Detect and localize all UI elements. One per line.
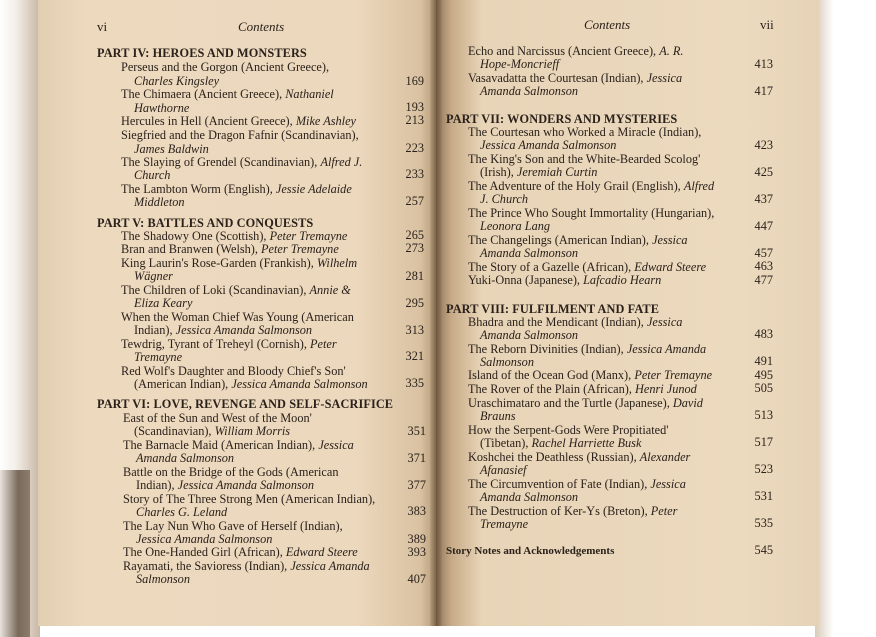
- page-number: 257: [405, 194, 424, 208]
- entry-author: Afanasief: [480, 463, 527, 477]
- page-number: 495: [754, 368, 773, 382]
- entry-title: The Story of a Gazelle (African),: [468, 260, 632, 274]
- entry-title: The Chimaera (Ancient Greece),: [121, 87, 283, 101]
- toc-entry-cont: [136, 479, 314, 493]
- toc-entry: [121, 243, 339, 257]
- entry-title: Bhadra and the Mendicant (Indian),: [468, 315, 644, 329]
- entry-author: Annie &: [309, 283, 351, 297]
- left-running-title: Contents: [238, 19, 285, 34]
- page-number: 193: [405, 100, 424, 114]
- entry-author: Henri Junod: [634, 382, 697, 396]
- entry-title: (Scandinavian),: [134, 424, 212, 438]
- entry-author: Jessica Amanda Salmonson: [231, 377, 368, 391]
- entry-title: Red Wolf's Daughter and Bloody Chief's Son': [121, 364, 346, 378]
- entry-author: Brauns: [480, 409, 516, 423]
- entry-author: Jessica Amanda: [290, 559, 370, 573]
- entry-author: Salmonson: [480, 355, 534, 369]
- entry-author: Mike Ashley: [295, 114, 357, 128]
- entry-title: The Adventure of the Holy Grail (English),: [468, 179, 681, 193]
- part-heading: PART VIII: FULFILMENT AND FATE: [446, 302, 660, 316]
- entry-author: Salmonson: [136, 572, 190, 586]
- toc-entry: [468, 383, 697, 397]
- entry-title: The Children of Loki (Scandinavian),: [121, 283, 307, 297]
- entry-author: Leonora Lang: [480, 219, 551, 233]
- entry-author: Alfred: [683, 179, 715, 193]
- entry-title: Island of the Ocean God (Manx),: [468, 368, 632, 382]
- entry-title: The Shadowy One (Scottish),: [121, 229, 267, 243]
- entry-title: The King's Son and the White-Bearded Scolog': [468, 152, 701, 166]
- toc-entry-cont: [480, 166, 597, 180]
- page-number: 393: [407, 545, 426, 559]
- page-number: 169: [405, 74, 424, 88]
- entry-title: Battle on the Bridge of the Gods (American: [123, 465, 339, 479]
- entry-title: The Prince Who Sought Immortality (Hungarian),: [468, 206, 715, 220]
- entry-title: Rayamati, the Savioress (Indian),: [123, 559, 288, 573]
- toc-entry-cont: [136, 573, 190, 587]
- entry-title: The Barnacle Maid (American Indian),: [123, 438, 316, 452]
- entry-author: Nathaniel: [285, 87, 334, 101]
- part-heading: PART VI: LOVE, REVENGE AND SELF-SACRIFICE: [97, 397, 394, 411]
- book-gutter: [430, 0, 442, 626]
- page-number: 491: [754, 354, 773, 368]
- toc-entry: [121, 115, 356, 129]
- entry-author: Rachel Harriette Busk: [531, 436, 642, 450]
- entry-title: (Irish),: [480, 165, 514, 179]
- entry-title: The Lambton Worm (English),: [121, 182, 273, 196]
- toc-entry-cont: [134, 169, 170, 183]
- page-number: 457: [754, 246, 773, 260]
- toc-entry-cont: [480, 329, 578, 343]
- entry-title: The Lay Nun Who Gave of Herself (Indian),: [123, 519, 343, 533]
- entry-author: Lafcadio Hearn: [583, 273, 662, 287]
- entry-author: Peter Tremayne: [634, 368, 713, 382]
- toc-entry-cont: [480, 410, 516, 424]
- toc-entry-cont: [480, 139, 616, 153]
- entry-title: East of the Sun and West of the Moon': [123, 411, 312, 425]
- toc-entry-cont: [134, 196, 185, 210]
- page-number: 545: [754, 543, 773, 557]
- page-number: 447: [754, 219, 773, 233]
- toc-entry-cont: [480, 220, 550, 234]
- toc-entry-cont: [134, 425, 290, 439]
- right-folio: vii: [760, 17, 774, 32]
- page-number: 295: [405, 296, 424, 310]
- entry-title: The Rover of the Plain (African),: [468, 382, 632, 396]
- background-dark-patch: [0, 470, 30, 637]
- page-number: 417: [754, 84, 773, 98]
- entry-title: Bran and Branwen (Welsh),: [121, 242, 258, 256]
- entry-author: Tremayne: [480, 517, 529, 531]
- entry-author: Wilhelm: [316, 256, 358, 270]
- entry-title: Uraschimataro and the Turtle (Japanese),: [468, 396, 670, 410]
- entry-title: The Destruction of Ker-Ys (Breton),: [468, 504, 648, 518]
- entry-author: Jessica: [646, 315, 683, 329]
- background-left-shadow: [0, 0, 40, 637]
- entry-author: Wägner: [134, 269, 173, 283]
- toc-entry-cont: [480, 464, 526, 478]
- page-number: 351: [407, 424, 426, 438]
- entry-title: Siegfried and the Dragon Fafnir (Scandinavian),: [121, 128, 359, 142]
- entry-author: Jessica: [650, 477, 686, 491]
- entry-title: The Reborn Divinities (Indian),: [468, 342, 624, 356]
- entry-title: The One-Handed Girl (African),: [123, 545, 283, 559]
- page-number: 437: [754, 192, 773, 206]
- entry-author: David: [672, 396, 703, 410]
- entry-author: Charles Kingsley: [134, 74, 220, 88]
- entry-author: Amanda Salmonson: [480, 490, 579, 504]
- page-number: 389: [407, 532, 426, 546]
- entry-author: Peter Tremayne: [261, 242, 339, 256]
- page-number: 281: [405, 269, 424, 283]
- page-number: 335: [405, 376, 424, 390]
- entry-title: King Laurin's Rose-Garden (Frankish),: [121, 256, 314, 270]
- page-number: 425: [754, 165, 773, 179]
- entry-author: Amanda Salmonson: [480, 246, 579, 260]
- toc-entry-cont: [480, 247, 578, 261]
- entry-title: Hercules in Hell (Ancient Greece),: [121, 114, 293, 128]
- toc-entry-cont: [134, 324, 312, 338]
- page-number: 233: [405, 167, 424, 181]
- entry-author: Eliza Keary: [134, 296, 193, 310]
- entry-author: Jeremiah Curtin: [516, 165, 598, 179]
- entry-author: James Baldwin: [134, 142, 209, 156]
- toc-entry-cont: [480, 518, 528, 532]
- toc-entry-cont: [134, 351, 182, 365]
- entry-author: Edward Steere: [285, 545, 358, 559]
- page-number: 423: [754, 138, 773, 152]
- page-number: 407: [407, 572, 426, 586]
- entry-title: Indian),: [136, 478, 175, 492]
- page-number: 377: [407, 478, 426, 492]
- toc-entry-cont: [136, 506, 227, 520]
- left-folio: vi: [97, 19, 108, 34]
- page-number: 463: [754, 259, 773, 273]
- entry-author: Charles G. Leland: [136, 505, 228, 519]
- toc-entry: [121, 129, 359, 143]
- entry-author: Alfred J.: [320, 155, 363, 169]
- entry-title: Koshchei the Deathless (Russian),: [468, 450, 637, 464]
- toc-entry-cont: [480, 85, 578, 99]
- entry-author: Middleton: [134, 195, 185, 209]
- entry-title: Yuki-Onna (Japanese),: [468, 273, 580, 287]
- entry-title: Tewdrig, Tyrant of Treheyl (Cornish),: [121, 337, 307, 351]
- entry-author: Edward Steere: [634, 260, 707, 274]
- story-notes-label: Story Notes and Acknowledgements: [446, 545, 615, 557]
- toc-entry-cont: [136, 452, 234, 466]
- part-heading: PART VII: WONDERS AND MYSTERIES: [446, 112, 678, 126]
- page-number: 383: [407, 504, 426, 518]
- entry-author: Tremayne: [134, 350, 183, 364]
- page-number: 273: [405, 241, 424, 255]
- entry-title: (American Indian),: [134, 377, 229, 391]
- part-heading: PART IV: HEROES AND MONSTERS: [97, 46, 307, 60]
- entry-author: Jessica Amanda Salmonson: [175, 323, 313, 337]
- page-number: 535: [754, 516, 773, 530]
- entry-author: Jessica Amanda Salmonson: [480, 138, 617, 152]
- background-right-edge: [815, 0, 876, 637]
- page-number: 513: [754, 408, 773, 422]
- entry-title: Indian),: [134, 323, 173, 337]
- page-number: 213: [405, 113, 424, 127]
- page-number: 321: [405, 349, 424, 363]
- toc-entry-cont: [134, 378, 368, 392]
- entry-author: Jessica: [318, 438, 354, 452]
- toc-entry-cont: [480, 58, 559, 72]
- right-running-title: Contents: [584, 17, 631, 32]
- entry-title: The Slaying of Grendel (Scandinavian),: [121, 155, 318, 169]
- entry-author: Jessica: [646, 71, 683, 85]
- toc-entry: [468, 369, 712, 383]
- entry-author: Jessica Amanda Salmonson: [177, 478, 315, 492]
- page-number: 313: [405, 323, 424, 337]
- entry-title: The Courtesan who Worked a Miracle (Indian),: [468, 125, 702, 139]
- toc-entry: [468, 274, 661, 288]
- entry-title: (Tibetan),: [480, 436, 529, 450]
- page-number: 477: [754, 273, 773, 287]
- entry-title: Echo and Narcissus (Ancient Greece),: [468, 44, 657, 58]
- toc-entry-cont: [134, 297, 192, 311]
- page-number: 413: [754, 57, 773, 71]
- page-number: 523: [754, 462, 773, 476]
- entry-author: Alexander: [639, 450, 691, 464]
- toc-entry: [123, 546, 358, 560]
- page-number: 483: [754, 327, 773, 341]
- entry-title: Story of The Three Strong Men (American Indian),: [123, 492, 376, 506]
- entry-author: Jessica: [652, 233, 688, 247]
- entry-title: Perseus and the Gorgon (Ancient Greece),: [121, 60, 330, 74]
- toc-entry: [121, 61, 329, 75]
- toc-entry-cont: [480, 491, 578, 505]
- toc-entry-cont: [480, 437, 641, 451]
- page-number: 223: [405, 141, 424, 155]
- entry-title: When the Woman Chief Was Young (American: [121, 310, 354, 324]
- entry-author: Church: [134, 168, 171, 182]
- part-heading: PART V: BATTLES AND CONQUESTS: [97, 216, 314, 230]
- page-number: 371: [407, 451, 426, 465]
- entry-author: J. Church: [480, 192, 529, 206]
- entry-author: Hawthorne: [134, 101, 190, 115]
- page-number: 505: [754, 381, 773, 395]
- toc-entry: [121, 88, 334, 102]
- entry-title: The Circumvention of Fate (Indian),: [468, 477, 648, 491]
- entry-title: Vasavadatta the Courtesan (Indian),: [468, 71, 644, 85]
- page-number: 517: [754, 435, 773, 449]
- entry-author: Amanda Salmonson: [480, 328, 579, 342]
- entry-author: Amanda Salmonson: [480, 84, 579, 98]
- toc-entry-cont: [480, 193, 528, 207]
- entry-author: Jessica Amanda: [626, 342, 707, 356]
- entry-author: Amanda Salmonson: [136, 451, 235, 465]
- entry-author: Jessie Adelaide: [275, 182, 352, 196]
- page-number: 265: [405, 228, 424, 242]
- entry-author: A. R.: [659, 44, 684, 58]
- entry-author: William Morris: [214, 424, 291, 438]
- entry-author: Peter Tremayne: [269, 229, 348, 243]
- entry-title: How the Serpent-Gods Were Propitiated': [468, 423, 669, 437]
- entry-author: Peter: [309, 337, 337, 351]
- entry-author: Jessica Amanda Salmonson: [136, 532, 273, 546]
- toc-entry-cont: [134, 270, 173, 284]
- entry-title: The Changelings (American Indian),: [468, 233, 649, 247]
- entry-author: Peter: [650, 504, 678, 518]
- entry-author: Hope-Moncrieff: [480, 57, 560, 71]
- page-number: 531: [754, 489, 773, 503]
